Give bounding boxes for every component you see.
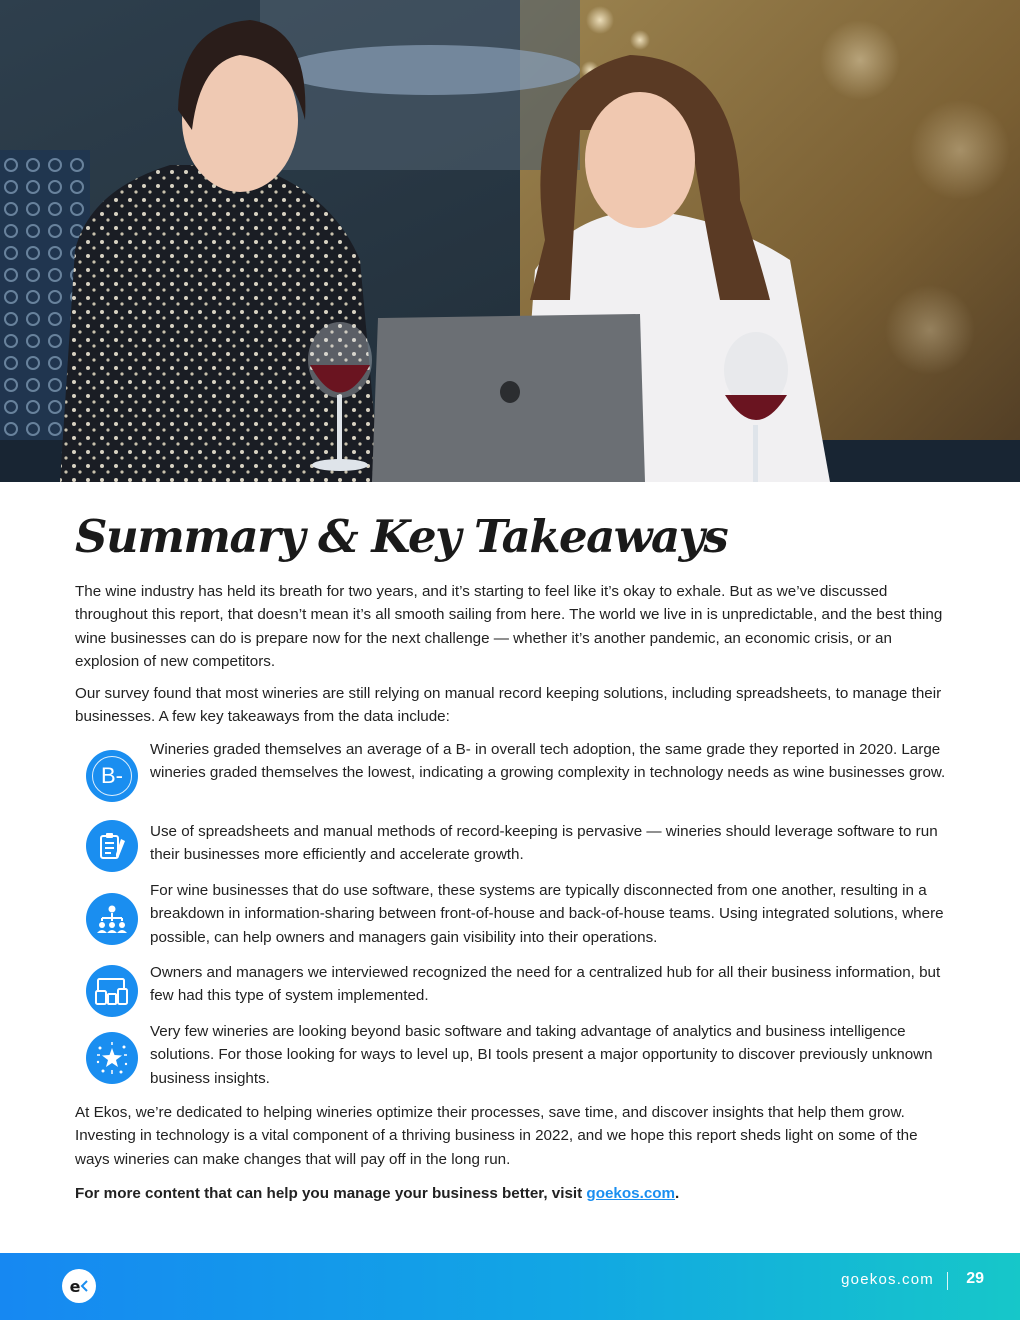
- grade-b-minus-icon: [86, 750, 138, 802]
- org-chart-people-icon: [86, 893, 138, 945]
- hero-illustration: [0, 0, 1020, 482]
- cta-prefix: For more content that can help you manage your business better, visit: [75, 1185, 587, 1202]
- takeaway-text: Very few wineries are looking beyond basic software and taking advantage of analytics and business intelligence solutions. For those looking for ways to level up, BI tools present a major opportunity to discover previously unknown business insights.: [150, 1023, 933, 1087]
- footer-url: goekos.com: [841, 1271, 934, 1288]
- takeaway-item: [75, 879, 947, 946]
- ekos-logo: [62, 1269, 96, 1303]
- takeaway-item: [75, 820, 947, 880]
- page-title: Summary & Key Takeaways: [75, 510, 728, 563]
- clipboard-pen-icon: [86, 820, 138, 872]
- hero-photo: [0, 0, 1020, 482]
- takeaway-text: Wineries graded themselves an average of a B- in overall tech adoption, the same grade they reported in 2020. Large wineries graded themselves the lowest, indicating a growing complexity in technology needs as wine businesses grow.: [150, 741, 946, 782]
- cta-suffix: .: [675, 1185, 680, 1202]
- page-number: 29: [966, 1270, 984, 1287]
- intro-paragraph: The wine industry has held its breath for two years, and it’s starting to feel like it’s okay to exhale. But as we’ve discussed throughout this report, that doesn’t mean it’s all smooth sailing from here. The world we live in is unpredictable, and the best thing wine businesses can do is prepare now for the next challenge — whether it’s another pandemic, an economic crisis, or an explosion of new competitors.: [75, 583, 943, 671]
- footer-divider: [947, 1272, 948, 1290]
- closing-paragraph: At Ekos, we’re dedicated to helping wineries optimize their processes, save time, and discover insights that help them grow. Investing in technology is a vital component of a thriving business in 2022, and we hope this report sheds light on some of the ways wineries can make changes that will pay off in the long run.: [75, 1104, 918, 1168]
- cta-paragraph: [75, 1182, 947, 1205]
- grade-badge: B-: [92, 756, 132, 796]
- logo-text: e: [69, 1276, 81, 1296]
- sparkle-insights-icon: [86, 1032, 138, 1084]
- page-footer: [0, 1253, 1020, 1320]
- survey-paragraph: Our survey found that most wineries are still relying on manual record keeping solutions, including spreadsheets, to manage their businesses. A few key takeaways from the data include:: [75, 685, 942, 726]
- takeaway-text: Use of spreadsheets and manual methods of record-keeping is pervasive — wineries should leverage software to run their businesses more efficiently and accelerate growth.: [150, 823, 938, 864]
- takeaway-item: [75, 961, 947, 1021]
- connected-devices-icon: [86, 965, 138, 1017]
- takeaway-text: Owners and managers we interviewed recognized the need for a centralized hub for all their business information, but few had this type of system implemented.: [150, 964, 941, 1005]
- goekos-link[interactable]: goekos.com: [586, 1185, 676, 1202]
- takeaway-item: [75, 738, 947, 798]
- takeaway-item: [75, 1020, 947, 1087]
- takeaway-text: For wine businesses that do use software, these systems are typically disconnected from one another, resulting in a breakdown in information-sharing between front-of-house and back-of-house teams. Using integrated solutions, where possible, can help owners and managers gain visibility into their operations.: [150, 882, 944, 946]
